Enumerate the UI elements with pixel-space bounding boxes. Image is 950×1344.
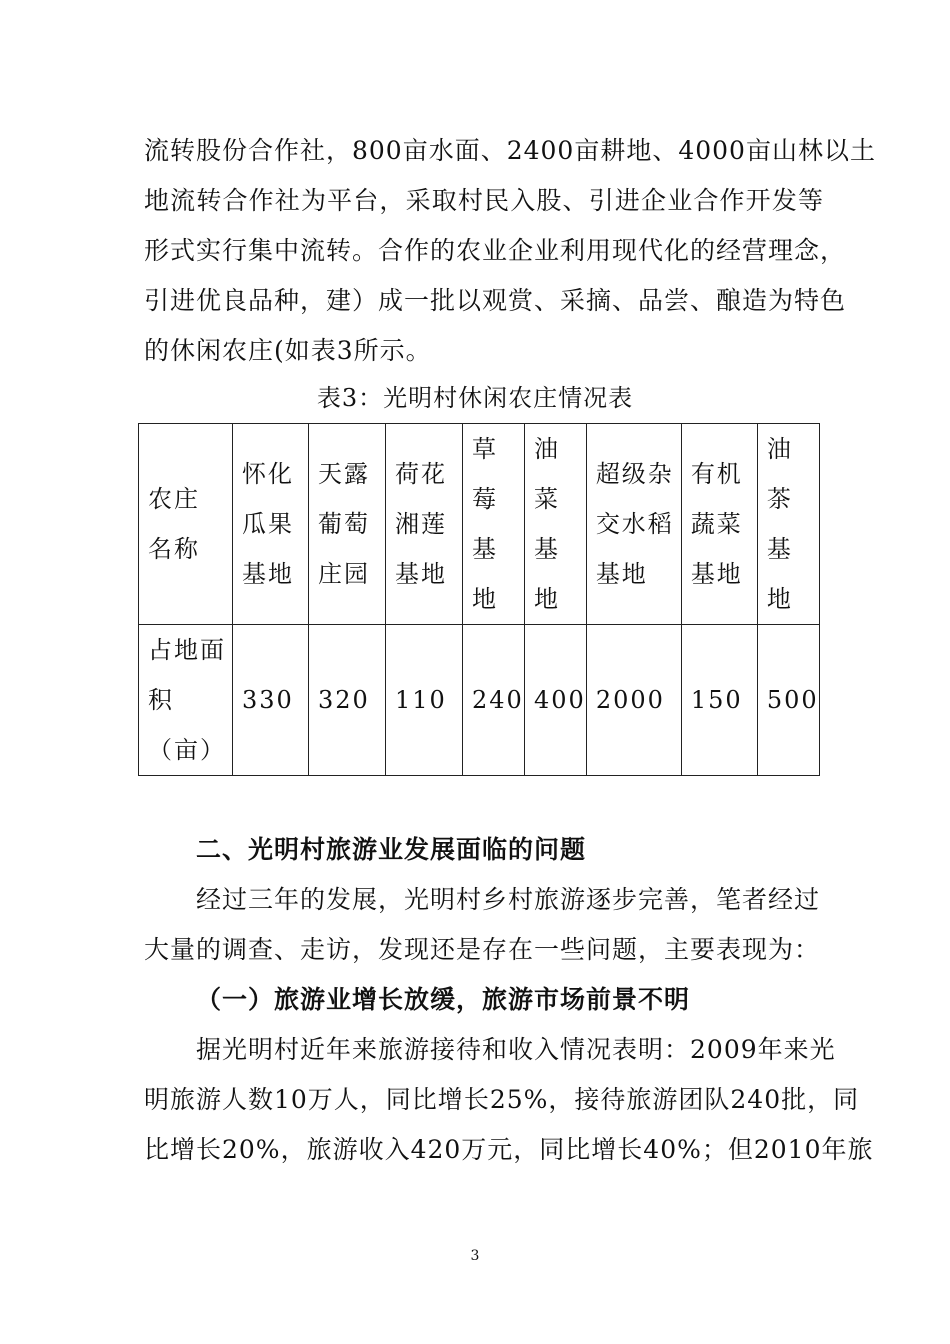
- farm-table: [138, 423, 820, 776]
- text-line: 引进优良品种，建）成一批以观赏、采摘、品尝、酿造为特色: [144, 286, 847, 315]
- area-value-cell: 320: [309, 625, 386, 776]
- header-cell-strawberry-base: 草 莓 基 地: [463, 424, 525, 625]
- section-heading: 二、光明村旅游业发展面临的问题: [196, 835, 587, 864]
- text-line: 流转股份合作社，800亩水面、2400亩耕地、4000亩山林以土: [144, 136, 876, 165]
- area-value-cell: 500: [757, 625, 819, 776]
- text-line: 经过三年的发展，光明村乡村旅游逐步完善，笔者经过: [196, 885, 821, 914]
- header-cell-camellia-base: 油 茶 基 地: [757, 424, 819, 625]
- text-line: 明旅游人数10万人，同比增长25%，接待旅游团队240批，同: [144, 1085, 860, 1114]
- table-row-area: [139, 625, 820, 776]
- row-label-area: 占地面 积 （亩）: [139, 625, 233, 776]
- header-cell-farm-name: 农庄 名称: [139, 424, 233, 625]
- paragraph-farm-transfer: [144, 126, 876, 376]
- area-value-cell: 110: [386, 625, 463, 776]
- header-cell-rapeseed-base: 油 菜 基 地: [525, 424, 587, 625]
- header-cell-lotus-base: 荷花 湘莲 基地: [386, 424, 463, 625]
- text-line: 的休闲农庄(如表3所示。: [144, 336, 432, 365]
- table-header-row: [139, 424, 820, 625]
- area-value-cell: 400: [525, 625, 587, 776]
- text-line: 据光明村近年来旅游接待和收入情况表明：2009年来光: [196, 1035, 836, 1064]
- area-value-cell: 240: [463, 625, 525, 776]
- page-number: 3: [470, 1248, 480, 1264]
- area-value-cell: 2000: [586, 625, 681, 776]
- table-caption: 表3：光明村休闲农庄情况表: [316, 384, 634, 412]
- text-line: 地流转合作社为平台，采取村民入股、引进企业合作开发等: [144, 186, 824, 215]
- header-cell-tianlu-grape: 天露 葡萄 庄园: [309, 424, 386, 625]
- area-value-cell: 150: [681, 625, 757, 776]
- area-value-cell: 330: [233, 625, 309, 776]
- paragraph-tourism-data: [144, 1025, 874, 1175]
- header-cell-huaihua-fruit: 怀化 瓜果 基地: [233, 424, 309, 625]
- text-line: 比增长20%，旅游收入420万元，同比增长40%；但2010年旅: [144, 1135, 874, 1164]
- paragraph-problems-intro: [144, 875, 824, 975]
- text-line: 形式实行集中流转。合作的农业企业利用现代化的经营理念，: [144, 236, 847, 265]
- subsection-heading: （一）旅游业增长放缓，旅游市场前景不明: [196, 985, 691, 1014]
- header-cell-organic-vegetable-base: 有机 蔬菜 基地: [681, 424, 757, 625]
- text-line: 大量的调查、走访，发现还是存在一些问题，主要表现为：: [144, 935, 821, 964]
- header-cell-hybrid-rice-base: 超级杂 交水稻 基地: [586, 424, 681, 625]
